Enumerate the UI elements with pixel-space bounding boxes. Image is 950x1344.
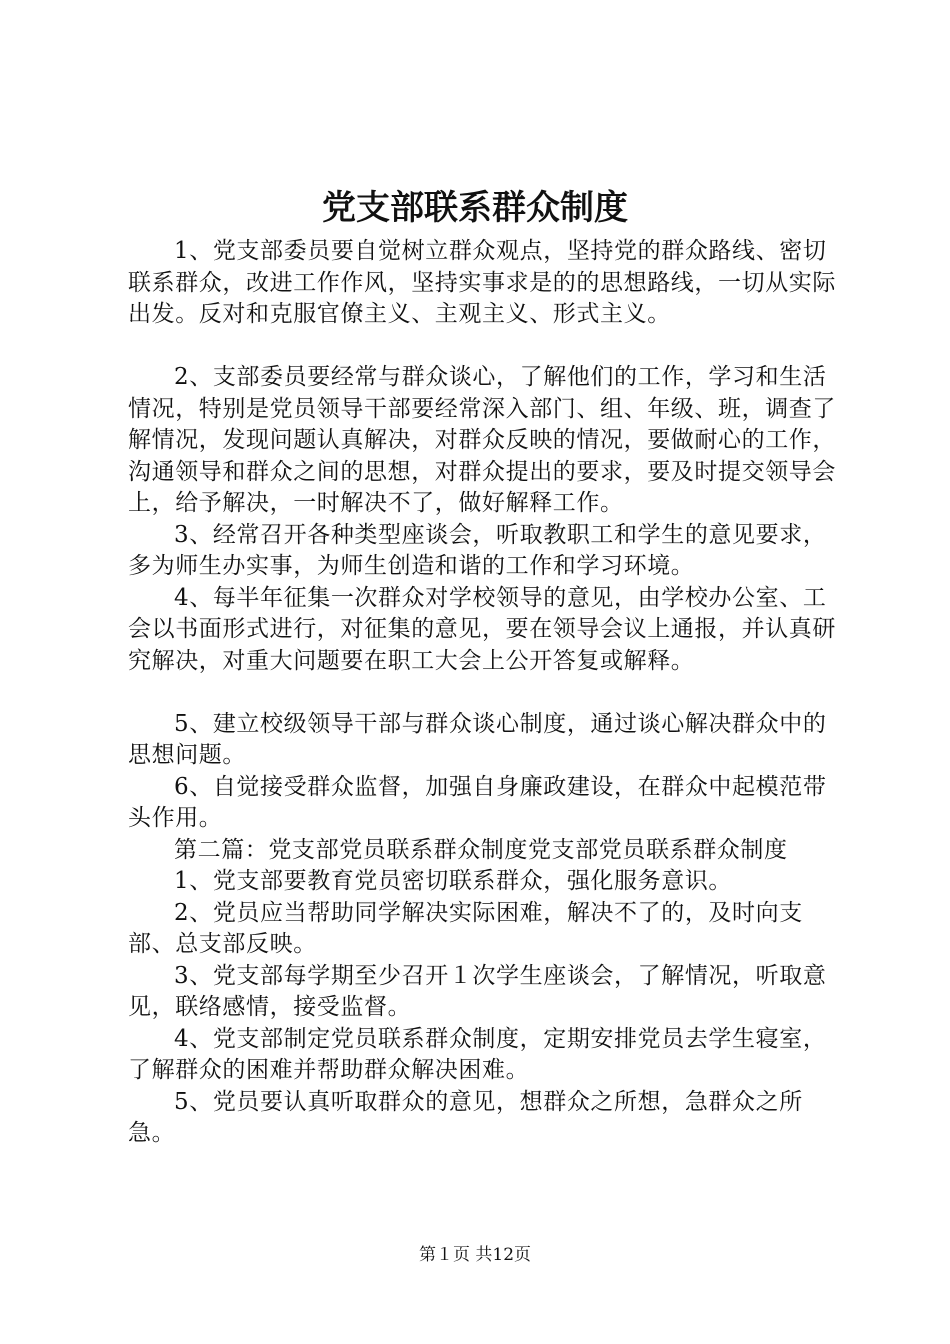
document-body [128,236,848,1150]
paragraph: 4、每半年征集一次群众对学校领导的意见，由学校办公室、工会以书面形式进行，对征集的意见，要在领导会议上通报，并认真研究解决，对重大问题要在职工大会上公开答复或解释。 [128,584,836,674]
paragraph: 5、建立校级领导干部与群众谈心制度，通过谈心解决群众中的思想问题。 [128,710,827,768]
paragraph: 1、党支部要教育党员密切联系群众，强化服务意识。 [174,868,733,894]
page-number-footer: 第１页 共12页 [418,1245,532,1265]
paragraph: 3、经常召开各种类型座谈会，听取教职工和学生的意见要求，多为师生办实事，为师生创造和谐的工作和学习环境。 [128,521,827,579]
paragraph: 2、支部委员要经常与群众谈心，了解他们的工作，学习和生活情况，特别是党员领导干部要经常深入部门、组、年级、班，调查了解情况，发现问题认真解决，对群众反映的情况，要做耐心的工作，沟通领导和群众之间的思想，对群众提出的要求，要及时提交领导会上，给予解决，一时解决不了，做好解释工作。 [128,364,836,516]
document-title: 党支部联系群众制度 [322,188,628,228]
paragraph: 4、党支部制定党员联系群众制度，定期安排党员去学生寝室，了解群众的困难并帮助群众解决困难。 [128,1025,827,1083]
paragraph: 5、党员要认真听取群众的意见，想群众之所想，急群众之所急。 [128,1088,803,1146]
paragraph: 6、自觉接受群众监督，加强自身廉政建设，在群众中起模范带头作用。 [128,773,827,831]
paragraph: 3、党支部每学期至少召开１次学生座谈会，了解情况，听取意见，联络感情，接受监督。 [128,962,827,1020]
section-heading: 第二篇：党支部党员联系群众制度党支部党员联系群众制度 [174,836,788,863]
paragraph: 2、党员应当帮助同学解决实际困难，解决不了的，及时向支部、总支部反映。 [128,899,803,957]
paragraph: 1、党支部委员要自觉树立群众观点，坚持党的群众路线、密切联系群众，改进工作作风，坚持实事求是的的思想路线，一切从实际出发。反对和克服官僚主义、主观主义、形式主义。 [128,238,836,327]
